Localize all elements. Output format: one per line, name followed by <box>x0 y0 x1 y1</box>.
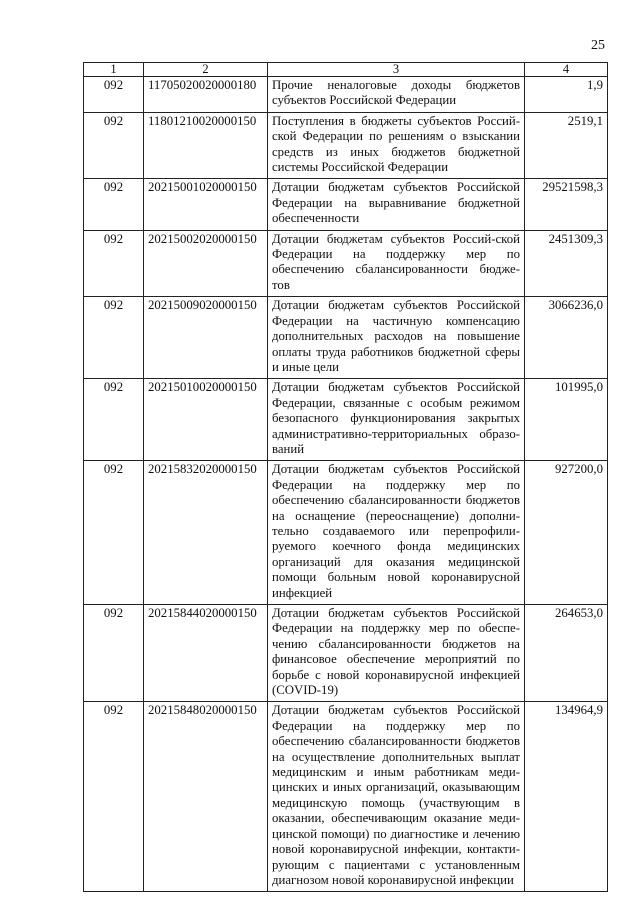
revenue-code-cell: 20215009020000150 <box>144 297 268 379</box>
revenue-code-cell: 20215002020000150 <box>144 230 268 297</box>
revenue-name-cell: Дотации бюджетам субъектов Российской Федерации на поддержку мер по обеспечению сбалансированности бюджетов на оснащение (переоснащение) дополни-тельно создаваемого или перепрофили-руемого коечного фонда медицинских организаций для оказания медицинской помощи больным новой коронавирусной инфекцией <box>268 461 525 605</box>
admin-code-cell: 092 <box>84 702 144 892</box>
amount-cell: 927200,0 <box>525 461 608 605</box>
page-number: 25 <box>591 38 605 53</box>
revenue-code-cell: 20215844020000150 <box>144 605 268 702</box>
amount-cell: 1,9 <box>525 77 608 113</box>
table-row <box>84 297 608 379</box>
table-row <box>84 112 608 179</box>
admin-code-cell: 092 <box>84 297 144 379</box>
revenue-name-cell: Дотации бюджетам субъектов Российской Федерации на частичную компенсацию дополнительных расходов на повышение оплаты труда работников бюджетной сферы и иные цели <box>268 297 525 379</box>
revenue-name-cell: Дотации бюджетам субъектов Российской Федерации на поддержку мер по обеспе-чению сбалансированности бюджетов на финансовое обеспечение мероприятий по борьбе с новой коронавирусной инфекцией (COVID-19) <box>268 605 525 702</box>
header-col-4: 4 <box>525 63 608 77</box>
revenue-code-cell: 20215848020000150 <box>144 702 268 892</box>
table-row <box>84 379 608 461</box>
table-row <box>84 77 608 113</box>
admin-code-cell: 092 <box>84 230 144 297</box>
revenue-code-cell: 20215832020000150 <box>144 461 268 605</box>
revenue-name-cell: Поступления в бюджеты субъектов Россий-ской Федерации по решениям о взыскании средств из иных бюджетов бюджетной системы Российской Федерации <box>268 112 525 179</box>
amount-cell: 29521598,3 <box>525 179 608 230</box>
amount-cell: 2451309,3 <box>525 230 608 297</box>
table-row <box>84 230 608 297</box>
revenue-name-cell: Дотации бюджетам субъектов Российской Федерации на выравнивание бюджетной обеспеченности <box>268 179 525 230</box>
table-row <box>84 179 608 230</box>
amount-cell: 264653,0 <box>525 605 608 702</box>
revenue-name-cell: Дотации бюджетам субъектов Российской Федерации, связанные с особым режимом безопасного функционирования закрытых административно-территориальных образо-ваний <box>268 379 525 461</box>
amount-cell: 3066236,0 <box>525 297 608 379</box>
admin-code-cell: 092 <box>84 461 144 605</box>
header-col-3: 3 <box>268 63 525 77</box>
amount-cell: 134964,9 <box>525 702 608 892</box>
header-col-2: 2 <box>144 63 268 77</box>
admin-code-cell: 092 <box>84 179 144 230</box>
table-row <box>84 605 608 702</box>
revenue-name-cell: Дотации бюджетам субъектов Россий-ской Федерации на поддержку мер по обеспечению сбалансированности бюдже-тов <box>268 230 525 297</box>
revenue-code-cell: 20215001020000150 <box>144 179 268 230</box>
table-row <box>84 702 608 892</box>
admin-code-cell: 092 <box>84 77 144 113</box>
header-col-1: 1 <box>84 63 144 77</box>
table-row <box>84 461 608 605</box>
budget-revenue-table <box>83 62 608 892</box>
admin-code-cell: 092 <box>84 112 144 179</box>
revenue-code-cell: 11705020020000180 <box>144 77 268 113</box>
amount-cell: 2519,1 <box>525 112 608 179</box>
revenue-name-cell: Прочие неналоговые доходы бюджетов субъектов Российской Федерации <box>268 77 525 113</box>
revenue-code-cell: 11801210020000150 <box>144 112 268 179</box>
admin-code-cell: 092 <box>84 605 144 702</box>
revenue-code-cell: 20215010020000150 <box>144 379 268 461</box>
amount-cell: 101995,0 <box>525 379 608 461</box>
table-header-row <box>84 63 608 77</box>
admin-code-cell: 092 <box>84 379 144 461</box>
revenue-name-cell: Дотации бюджетам субъектов Российской Федерации на поддержку мер по обеспечению сбалансированности бюджетов на осуществление дополнительных выплат медицинским и иным работникам меди-цинских и иных организаций, оказывающим медицинскую помощь (участвующим в оказании, обеспечивающим оказание меди-цинской помощи) по диагностике и лечению новой коронавирусной инфекции, контакти-рующим с пациентами с установленным диагнозом новой коронавирусной инфекции <box>268 702 525 892</box>
